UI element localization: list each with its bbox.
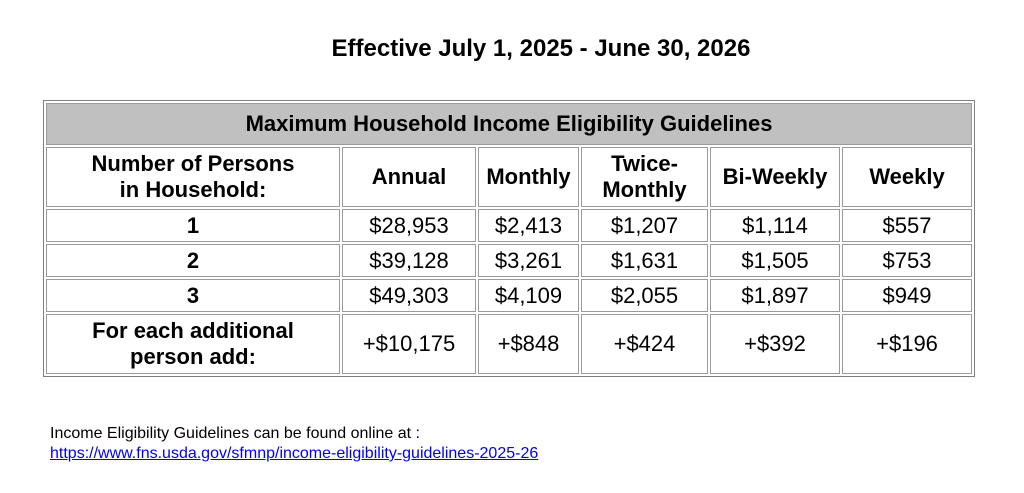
bi-weekly-cell: $1,897: [710, 279, 840, 312]
monthly-cell: $2,413: [478, 209, 579, 242]
footer-note: [50, 424, 538, 464]
additional-annual-cell: +$10,175: [342, 314, 476, 374]
twice-monthly-cell: $2,055: [581, 279, 708, 312]
income-guidelines-table: [43, 100, 975, 377]
header-annual: Annual: [342, 147, 476, 207]
page-title: Effective July 1, 2025 - June 30, 2026: [331, 35, 751, 62]
persons-cell: 3: [46, 279, 340, 312]
header-persons-line2: in Household:: [119, 177, 267, 202]
bi-weekly-cell: $1,505: [710, 244, 840, 277]
header-bi-weekly: Bi-Weekly: [710, 147, 840, 207]
footer-text: Income Eligibility Guidelines can be found online at :: [50, 425, 420, 442]
twice-monthly-cell: $1,631: [581, 244, 708, 277]
monthly-cell: $3,261: [478, 244, 579, 277]
header-weekly: Weekly: [842, 147, 972, 207]
table-row: [46, 244, 972, 277]
header-twice-monthly-line1: Twice-: [611, 151, 678, 176]
additional-bi-weekly-cell: +$392: [710, 314, 840, 374]
persons-cell: 2: [46, 244, 340, 277]
table-row: [46, 209, 972, 242]
header-twice-monthly-line2: Monthly: [602, 177, 687, 202]
weekly-cell: $949: [842, 279, 972, 312]
additional-monthly-cell: +$848: [478, 314, 579, 374]
annual-cell: $39,128: [342, 244, 476, 277]
header-persons: [46, 147, 340, 207]
additional-person-row: [46, 314, 972, 374]
additional-weekly-cell: +$196: [842, 314, 972, 374]
table-header-row: [46, 147, 972, 207]
header-monthly: Monthly: [478, 147, 579, 207]
weekly-cell: $557: [842, 209, 972, 242]
guidelines-link[interactable]: https://www.fns.usda.gov/sfmnp/income-eligibility-guidelines-2025-26: [50, 445, 539, 462]
table-caption: Maximum Household Income Eligibility Guidelines: [46, 103, 972, 145]
additional-person-label: [46, 314, 340, 374]
table-row: [46, 279, 972, 312]
header-persons-line1: Number of Persons: [91, 151, 295, 176]
header-twice-monthly: [581, 147, 708, 207]
additional-label-line1: For each additional: [92, 318, 294, 343]
annual-cell: $28,953: [342, 209, 476, 242]
bi-weekly-cell: $1,114: [710, 209, 840, 242]
twice-monthly-cell: $1,207: [581, 209, 708, 242]
additional-twice-monthly-cell: +$424: [581, 314, 708, 374]
weekly-cell: $753: [842, 244, 972, 277]
monthly-cell: $4,109: [478, 279, 579, 312]
table-caption-row: [46, 103, 972, 145]
annual-cell: $49,303: [342, 279, 476, 312]
persons-cell: 1: [46, 209, 340, 242]
additional-label-line2: person add:: [130, 344, 256, 369]
